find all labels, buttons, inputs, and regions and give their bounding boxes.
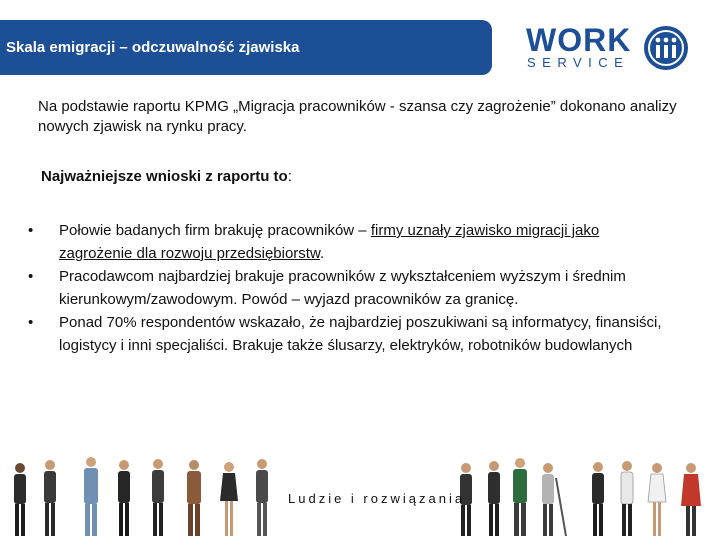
worker-figure-10 bbox=[488, 461, 500, 536]
worker-figure-16 bbox=[681, 463, 701, 536]
worker-figure-11 bbox=[513, 458, 527, 536]
slide-title: Skala emigracji – odczuwalność zjawiska bbox=[6, 39, 300, 56]
conclusions-heading-suffix: : bbox=[287, 168, 292, 185]
worker-figure-6 bbox=[187, 460, 201, 536]
list-item bbox=[28, 219, 668, 265]
logo-sub: SERVICE bbox=[527, 55, 630, 70]
worker-figure-8 bbox=[256, 459, 268, 536]
header-bar bbox=[0, 20, 492, 75]
worker-figure-2 bbox=[44, 460, 56, 536]
worker-figure-14 bbox=[621, 461, 633, 536]
worker-figure-13 bbox=[592, 462, 604, 536]
bullet-marker: • bbox=[28, 222, 34, 239]
list-item-text: Ponad 70% respondentów wskazało, że najbardziej poszukiwani są informatycy, finansiści, logistycy i inni specjaliści. Brakuje także ślusarzy, elektryków, robotników budowlanych bbox=[59, 314, 662, 354]
worker-figure-7 bbox=[220, 462, 238, 536]
footer-tagline: Ludzie i rozwiązania bbox=[288, 491, 466, 506]
work-service-logo bbox=[522, 22, 690, 74]
conclusions-list bbox=[28, 219, 668, 357]
worker-figure-5 bbox=[152, 459, 164, 536]
list-item-underlined: firmy uznały zjawisko migracji jako zagrożenie dla rozwoju przedsiębiorstw bbox=[59, 222, 600, 262]
conclusions-heading-bold: Najważniejsze wnioski z raportu to bbox=[41, 168, 288, 185]
intro-paragraph: Na podstawie raportu KPMG „Migracja pracowników - szansa czy zagrożenie” dokonano analizy nowych zjawisk na rynku pracy. bbox=[38, 98, 677, 135]
bullet-marker: • bbox=[28, 314, 34, 331]
worker-figure-1 bbox=[14, 463, 26, 536]
worker-figure-12 bbox=[542, 463, 566, 536]
worker-figure-4 bbox=[118, 460, 130, 536]
list-item-end: . bbox=[319, 245, 325, 262]
worker-figure-15 bbox=[648, 463, 666, 536]
list-item bbox=[28, 265, 668, 311]
worker-figure-3 bbox=[84, 457, 98, 536]
list-item-text: Pracodawcom najbardziej brakuje pracowników z wykształceniem wyższym i średnim kierunkowym/zawodowym. Powód – wyjazd pracowników za granicę. bbox=[59, 268, 626, 308]
bullet-marker: • bbox=[28, 268, 34, 285]
conclusions-heading bbox=[41, 167, 292, 187]
logo-word: WORK bbox=[526, 22, 632, 58]
list-item bbox=[28, 311, 668, 357]
logo-emblem-icon bbox=[644, 26, 688, 70]
list-item-text: Połowie badanych firm brakuję pracowników – bbox=[59, 222, 371, 239]
